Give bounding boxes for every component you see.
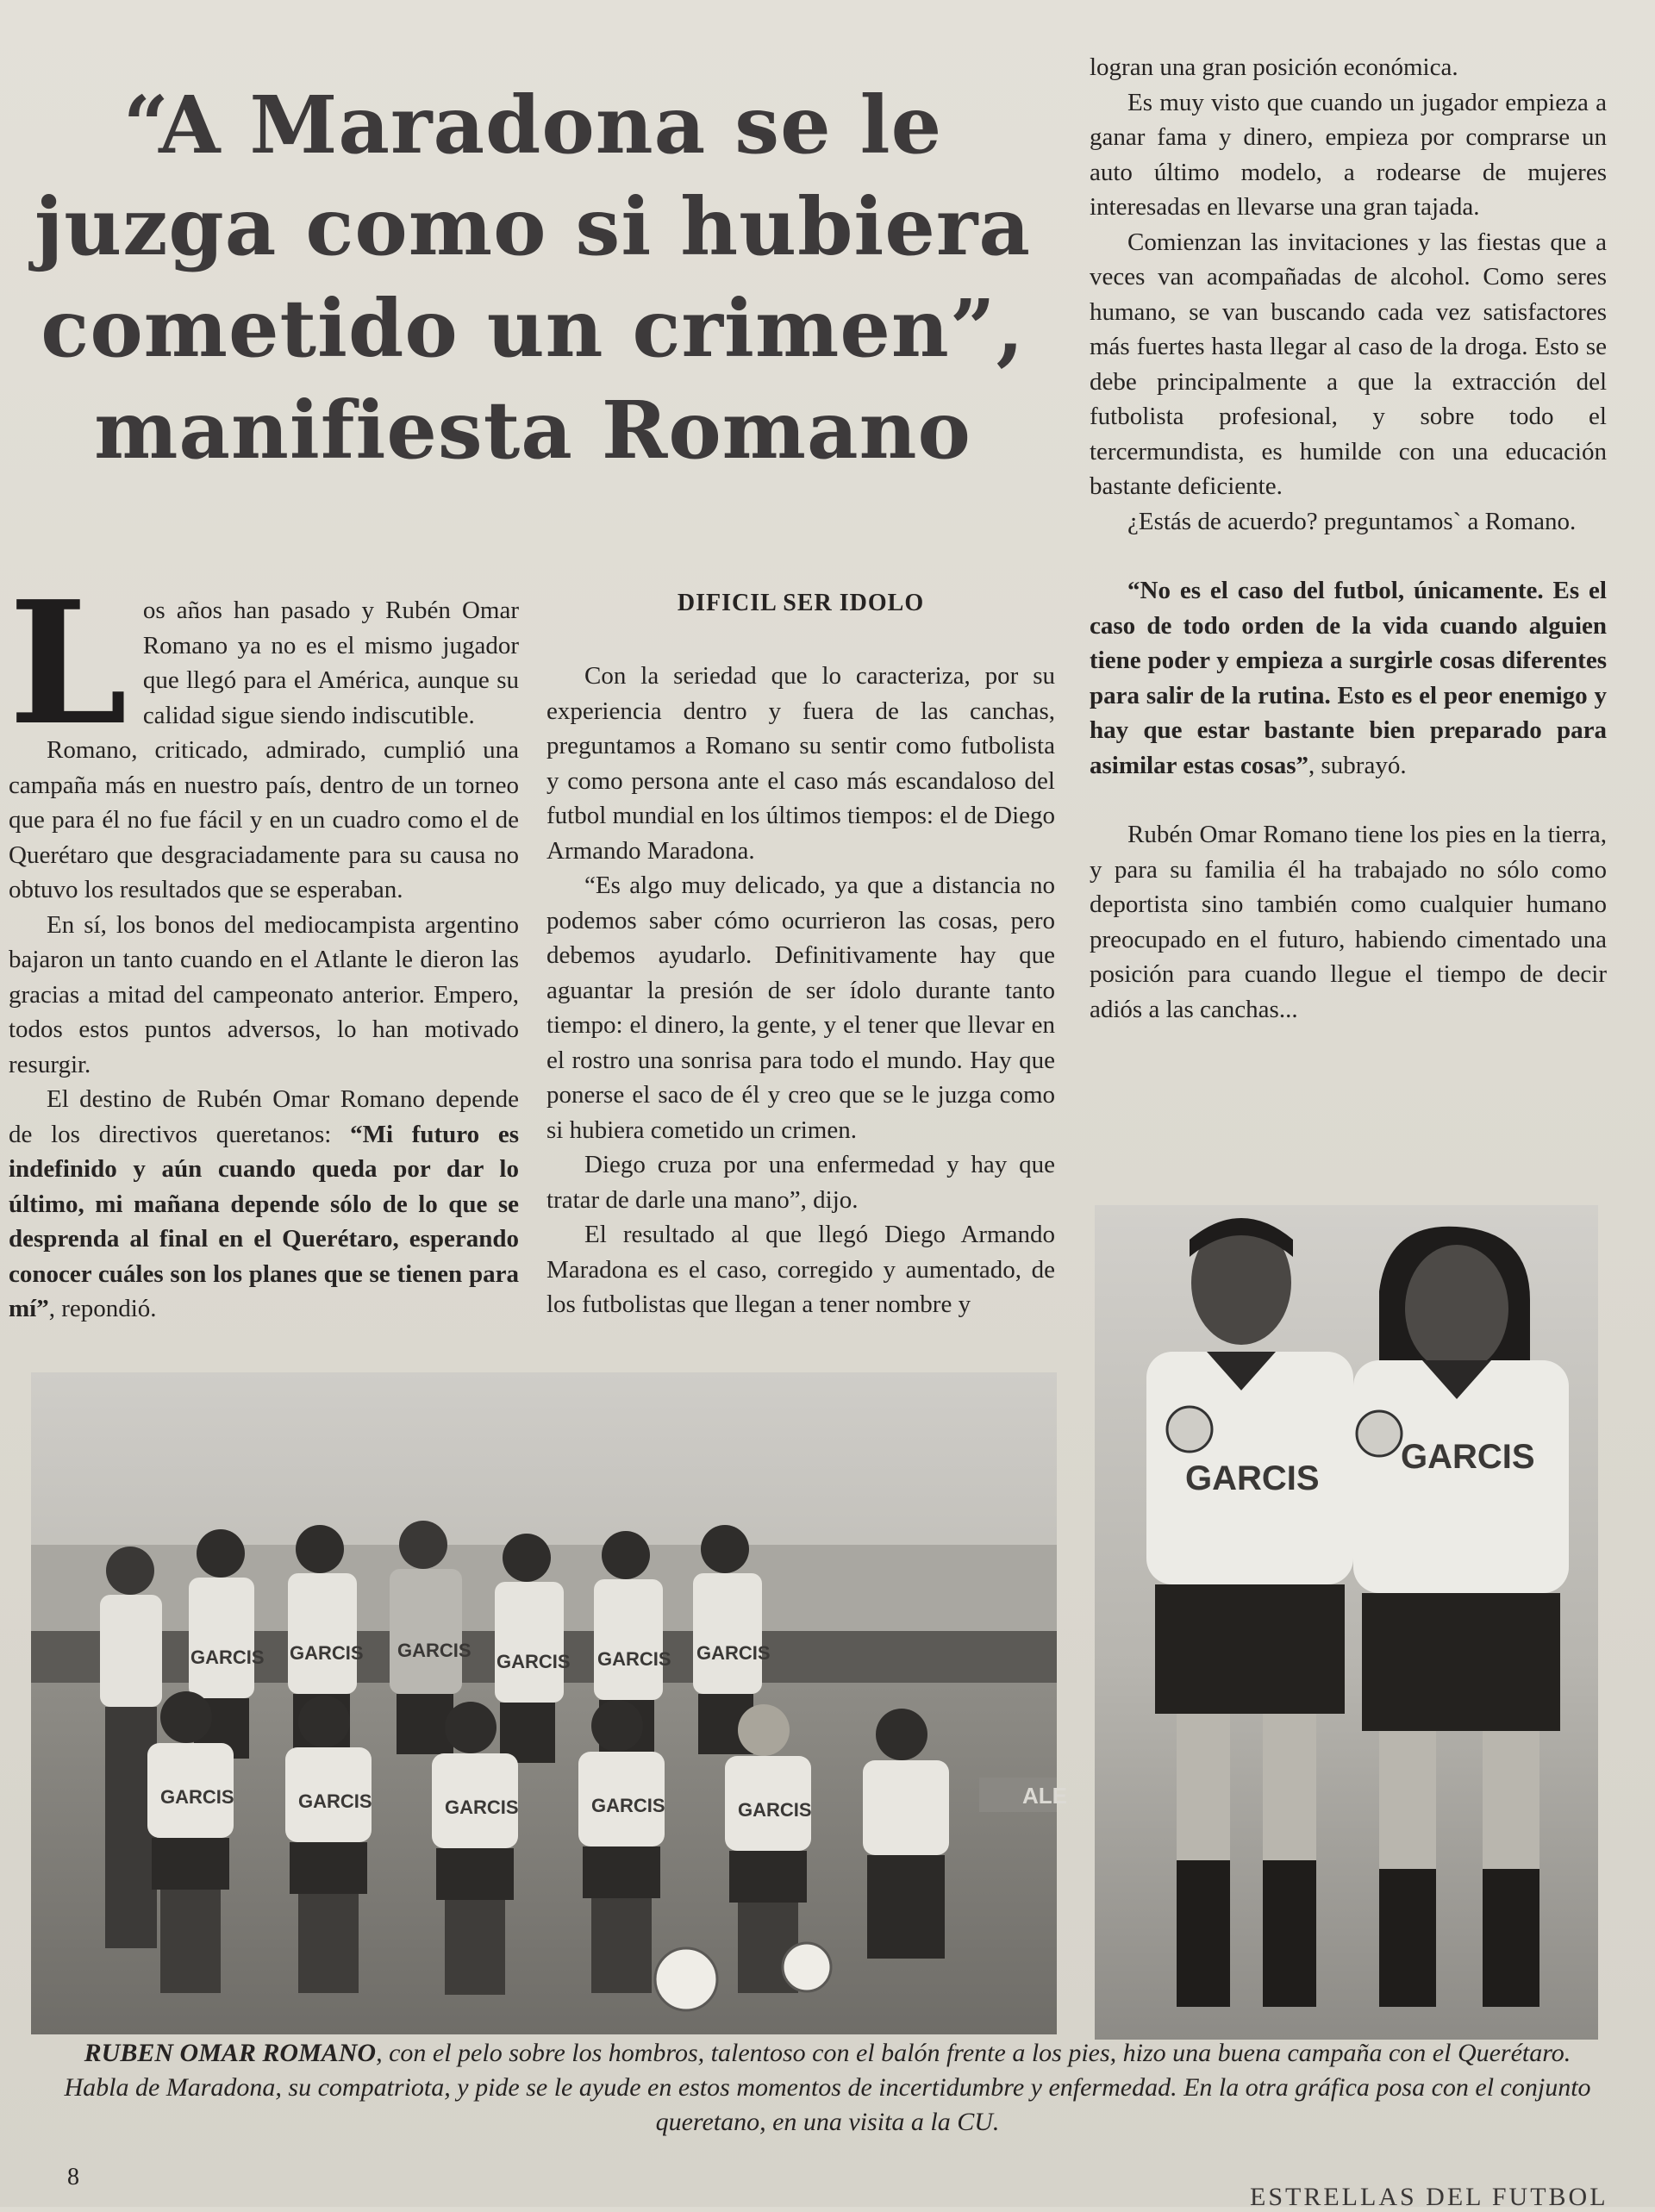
paragraph: Romano, criticado, admirado, cumplió una campaña más en nuestro país, dentro de un torneo que para él no fue fácil y en un cuadro como el de Querétaro que desgraciadamente para su causa no obtuvo los resultados que se esperaban. bbox=[9, 736, 519, 903]
svg-text:GARCIS: GARCIS bbox=[445, 1796, 519, 1818]
article-column-2 bbox=[546, 659, 1055, 1322]
paragraph bbox=[9, 1082, 519, 1327]
svg-text:GARCIS: GARCIS bbox=[290, 1642, 364, 1664]
section-subhead: DIFICIL SER IDOLO bbox=[677, 590, 925, 616]
paragraph bbox=[1090, 573, 1607, 783]
svg-text:GARCIS: GARCIS bbox=[597, 1648, 671, 1670]
svg-text:GARCIS: GARCIS bbox=[1185, 1459, 1320, 1497]
paragraph: En sí, los bonos del mediocampista argentino bajaron un tanto cuando en el Atlante le dieron las gracias a mitad del campeonato anterior. Empero, todos estos puntos adversos, lo han motivado resurgir. bbox=[9, 910, 519, 1078]
paragraph-intro: El destino de Rubén Omar Romano depende de los directivos queretanos: bbox=[9, 1085, 519, 1148]
ball bbox=[655, 1948, 717, 2010]
paragraph: os años han pasado y Rubén Omar Romano ya no es el mismo jugador que llegó para el América, aunque su calidad sigue siendo indiscutible. bbox=[142, 597, 519, 729]
caption-text: , con el pelo sobre los hombros, talentoso con el balón frente a los pies, hizo una buena campaña con el Querétaro. Habla de Maradona, su compatriota, y pide se le ayude en estos momentos de incertidumbre y enfermedad. En la otra gráfica posa con el conjunto queretano, en una visita a la CU. bbox=[64, 2039, 1591, 2136]
paragraph-end: , subrayó. bbox=[1308, 751, 1407, 779]
quote-bold: “Mi futuro es indefinido y aún cuando queda por dar lo último, mi mañana depende sólo de lo que se desprenda al final en el Querétaro, esperando conocer cuáles son los planes que se tienen para mí” bbox=[9, 1120, 519, 1322]
article-column-3 bbox=[1090, 50, 1607, 1027]
paragraph: Es muy visto que cuando un jugador empieza a ganar fama y dinero, empieza por comprarse un auto último modelo, a rodearse de mujeres interesadas en llevarse una gran tajada. bbox=[1090, 88, 1607, 221]
svg-text:GARCIS: GARCIS bbox=[397, 1640, 472, 1661]
duo-photo-illustration bbox=[1095, 1205, 1598, 2040]
svg-text:GARCIS: GARCIS bbox=[738, 1799, 812, 1821]
paragraph: ¿Estás de acuerdo? preguntamos` a Romano. bbox=[1127, 507, 1577, 535]
svg-text:GARCIS: GARCIS bbox=[298, 1790, 372, 1812]
paragraph: Comienzan las invitaciones y las fiestas que a veces van acompañadas de alcohol. Como seres humano, se van buscando cada vez satisfactores más fuertes hasta llegar al caso de la droga. Esto se debe principalmente a que la extracción del futbolista profesional, y sobre todo el tercermundista, es humilde con una educación bastante deficiente. bbox=[1090, 228, 1607, 500]
ball bbox=[783, 1943, 831, 1991]
svg-text:GARCIS: GARCIS bbox=[591, 1795, 665, 1816]
paragraph: El resultado al que llegó Diego Armando Maradona es el caso, corregido y aumentado, de los futbolistas que llegan a tener nombre y bbox=[546, 1221, 1055, 1318]
svg-text:GARCIS: GARCIS bbox=[1401, 1438, 1535, 1476]
quote-bold: “No es el caso del futbol, únicamente. Es el caso de todo orden de la vida cuando alguien tiene poder y empieza a surgirle cosas diferentes para salir de la rutina. Esto es el peor enemigo y hay que estar bastante bien preparado para asimilar estas cosas” bbox=[1090, 577, 1607, 779]
svg-text:GARCIS: GARCIS bbox=[496, 1651, 571, 1672]
article-headline: “A Maradona se le juzga como si hubiera cometido un crimen”, manifiesta Romano bbox=[34, 78, 1031, 477]
paragraph: “Es algo muy delicado, ya que a distancia no podemos saber cómo ocurrieron las cosas, pero debemos ayudarlo. Definitivamente hay que aguantar la presión de ser ídolo durante tanto tiempo: el dinero, la gente, y el tener que llevar en el rostro una sonrisa para todo el mundo. Hay que ponerse el saco de él y creo que se le juzga como si hubiera cometido un crimen. bbox=[546, 872, 1055, 1144]
article-column-1 bbox=[9, 565, 519, 1327]
caption-name: RUBEN OMAR ROMANO bbox=[84, 2039, 377, 2067]
paragraph-end: , repondió. bbox=[48, 1295, 157, 1322]
svg-text:GARCIS: GARCIS bbox=[696, 1642, 771, 1664]
svg-text:GARCIS: GARCIS bbox=[160, 1786, 234, 1808]
duo-photo bbox=[1095, 1205, 1598, 2040]
svg-text:GARCIS: GARCIS bbox=[190, 1647, 265, 1668]
magazine-footer: ESTRELLAS DEL FUTBOL bbox=[1250, 2183, 1608, 2211]
photo-caption bbox=[52, 2036, 1603, 2140]
paragraph: logran una gran posición económica. bbox=[1090, 53, 1458, 81]
team-photo-illustration bbox=[31, 1372, 1067, 2034]
paragraph: Con la seriedad que lo caracteriza, por su experiencia dentro y fuera de las canchas, preguntamos a Romano su sentir como futbolista y como persona ante el caso más escandaloso del futbol mundial en los últimos tiempos: el de Diego Armando Maradona. bbox=[546, 662, 1055, 865]
team-photo bbox=[31, 1372, 1067, 2034]
banner-text: ALE bbox=[1022, 1783, 1067, 1809]
drop-cap: L bbox=[9, 565, 128, 763]
paragraph: Diego cruza por una enfermedad y hay que tratar de darle una mano”, dijo. bbox=[546, 1151, 1055, 1214]
paragraph: Rubén Omar Romano tiene los pies en la tierra, y para su familia él ha trabajado no sólo como deportista sino también como cualquier humano preocupado en el futuro, habiendo cimentado una posición para cuando llegue el tiempo de decir adiós a las canchas... bbox=[1090, 821, 1607, 1023]
page-number: 8 bbox=[67, 2164, 79, 2190]
